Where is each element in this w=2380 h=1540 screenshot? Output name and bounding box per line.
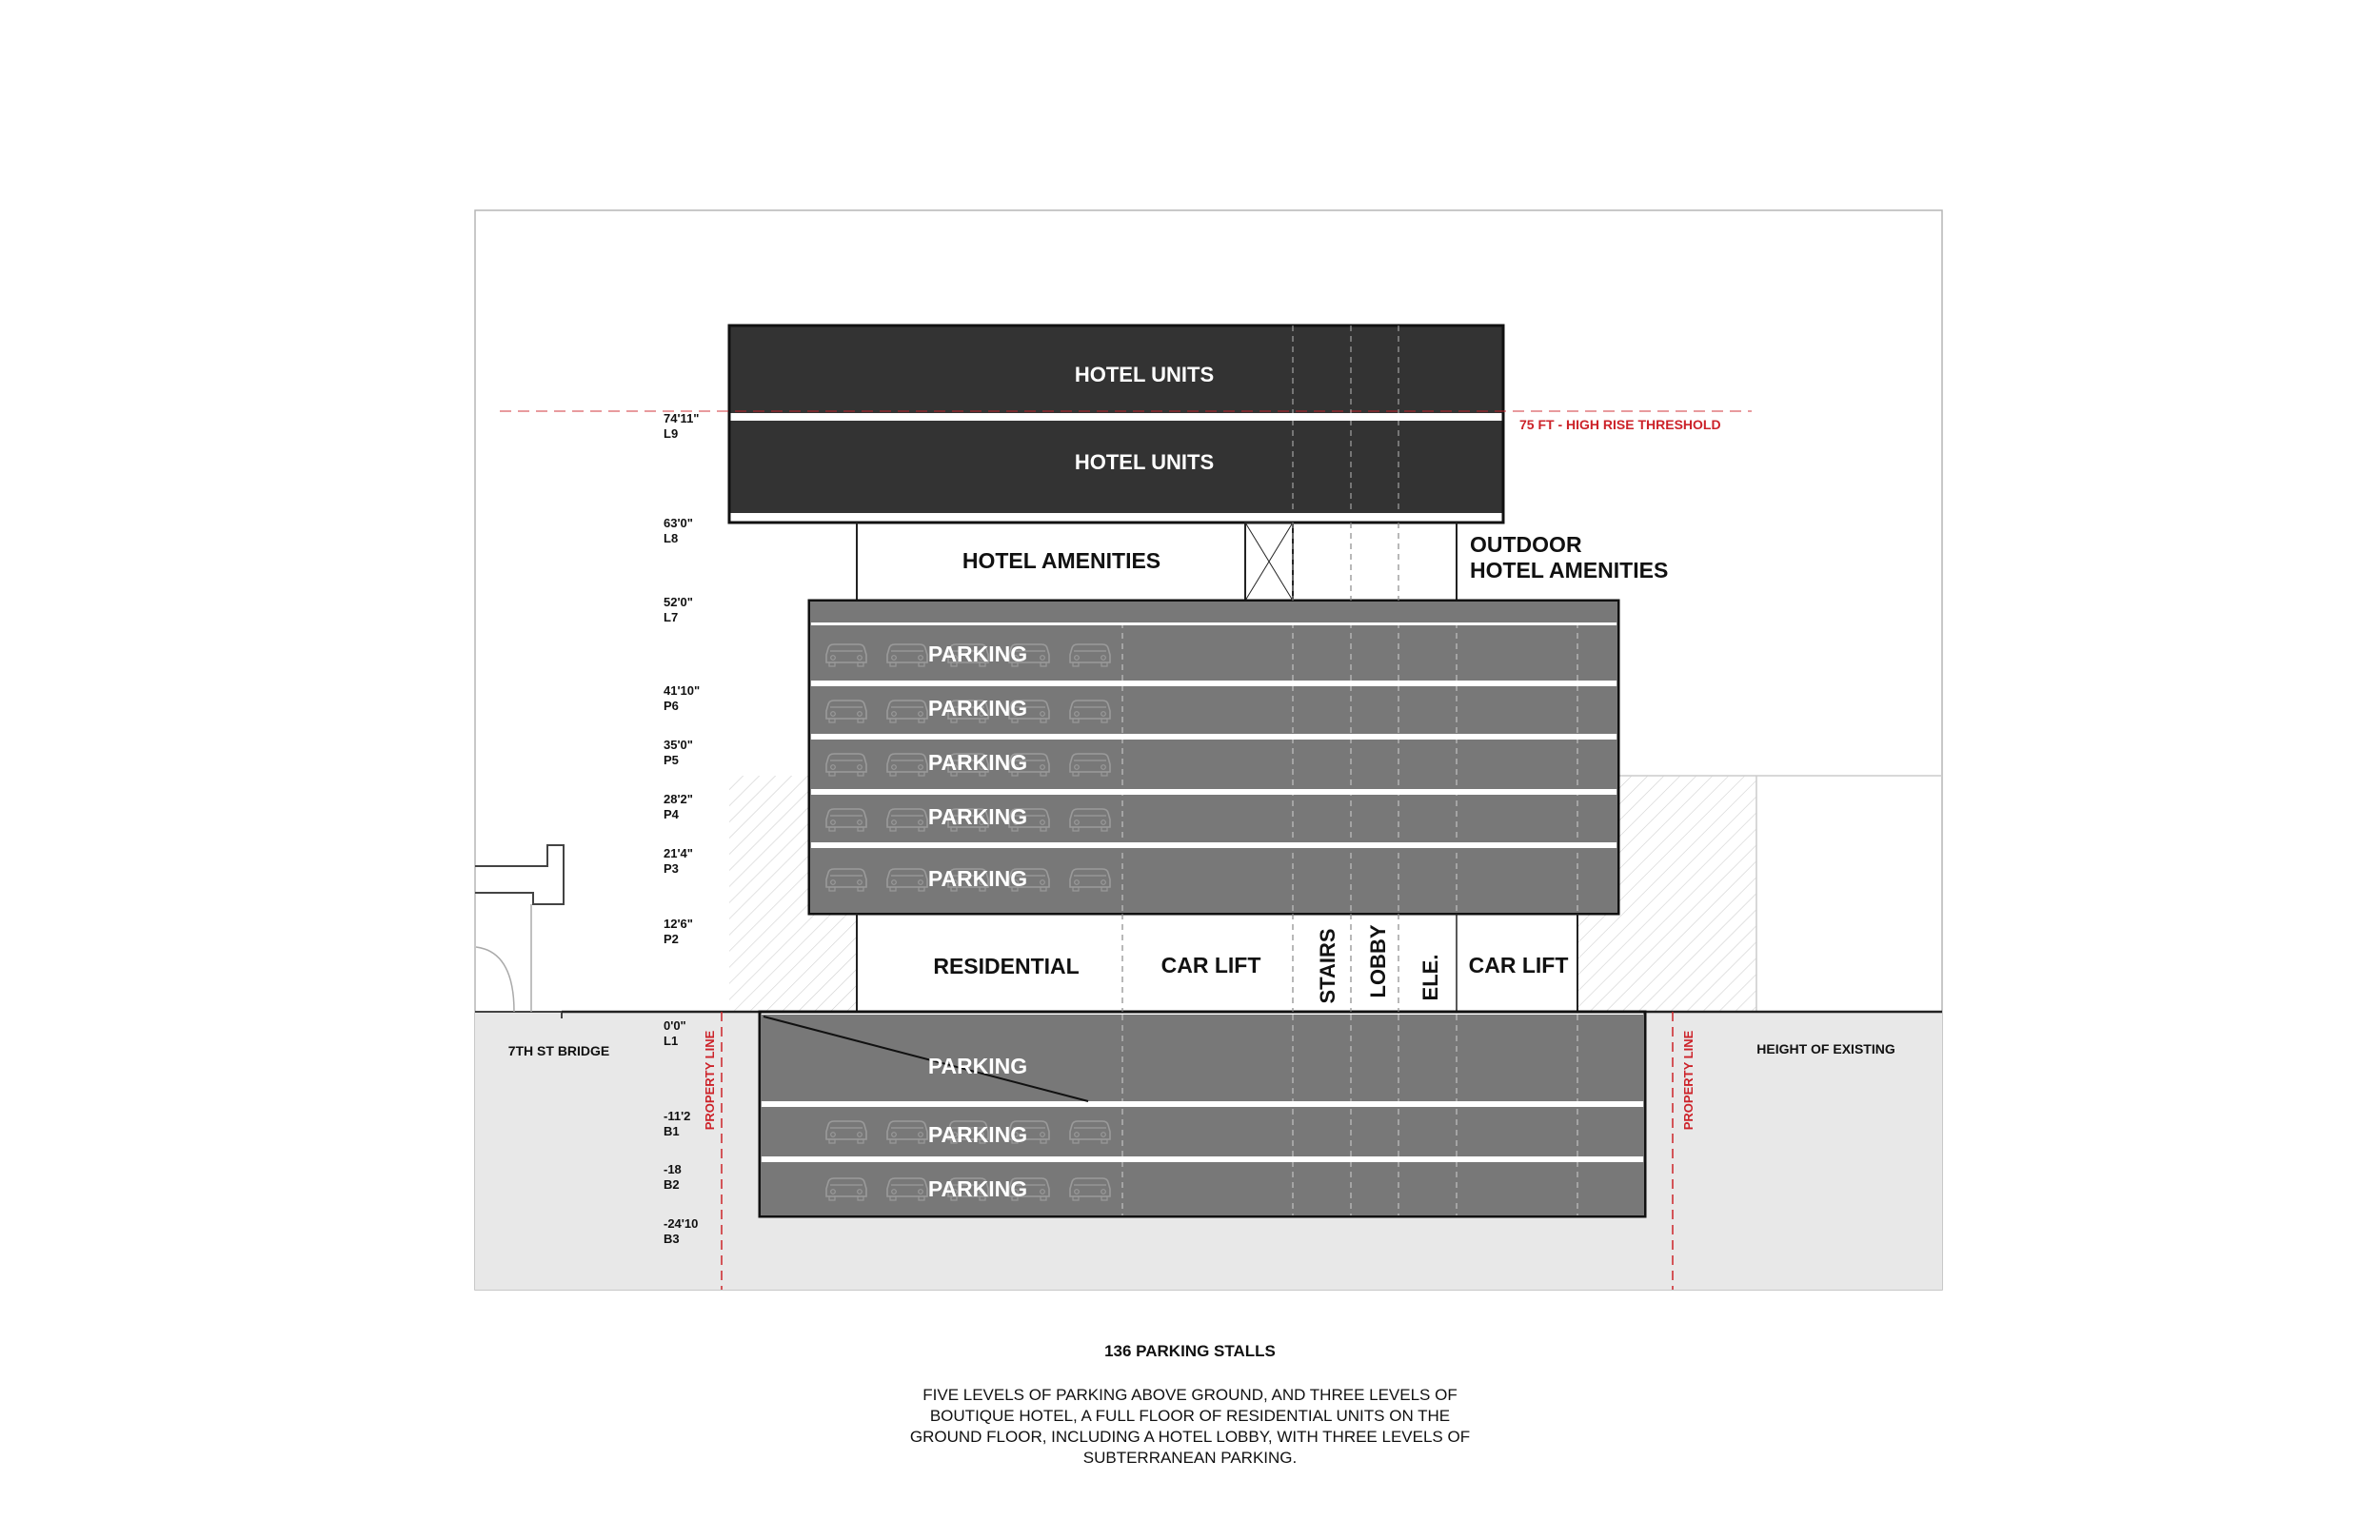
parking-label-p5: PARKING [927,696,1028,721]
caption-body [0,1385,2380,1469]
outdoor-amenities-label-2: HOTEL AMENITIES [1470,558,1669,582]
parking-label-b2: PARKING [927,1176,1028,1201]
lobby-label: LOBBY [1366,924,1390,998]
level-name: L8 [664,531,679,545]
level-name: P2 [664,932,679,946]
car-lift-left-label: CAR LIFT [1160,953,1261,977]
parking-label-b1: PARKING [927,1122,1028,1147]
parking-label-p3: PARKING [927,804,1028,829]
elevator-label: ELE. [1418,954,1442,1001]
car-lift-right-label: CAR LIFT [1468,953,1569,977]
level-name: B2 [664,1177,680,1192]
level-name: L7 [664,610,679,624]
level-height: 0'0" [664,1018,686,1033]
level-name: P3 [664,861,679,876]
outdoor-amenities-label-1: OUTDOOR [1470,532,1582,557]
property-line-label-right: PROPERTY LINE [1681,1030,1696,1131]
caption-line: SUBTERRANEAN PARKING. [1082,1449,1298,1467]
level-name: P6 [664,699,679,713]
caption-line: GROUND FLOOR, INCLUDING A HOTEL LOBBY, WITH THREE LEVELS OF [909,1428,1471,1446]
hotel-units-label-1: HOTEL UNITS [1074,363,1215,386]
parking-deck-b1 [761,1107,1644,1156]
level-name: B1 [664,1124,680,1138]
hotel-units-label-2: HOTEL UNITS [1074,450,1215,474]
parking-deck-l1 [761,1015,1644,1101]
level-height: 52'0" [664,595,693,609]
property-line-label-left: PROPERTY LINE [703,1030,717,1131]
level-height: -11'2 [664,1109,691,1123]
existing-label: HEIGHT OF EXISTING [1756,1041,1895,1056]
level-name: B3 [664,1232,680,1246]
level-height: 35'0" [664,738,693,752]
level-height: 74'11" [664,411,700,425]
parking-label-p2: PARKING [927,866,1028,891]
level-name: L1 [664,1034,679,1048]
parking-deck-b2 [761,1162,1644,1215]
level-height: 12'6" [664,917,693,931]
high-rise-threshold-label: 75 FT - HIGH RISE THRESHOLD [1519,417,1721,432]
parking-label-p4: PARKING [927,750,1028,775]
level-name: P5 [664,753,679,767]
caption-title: 136 PARKING STALLS [1104,1342,1276,1360]
parking-structure-below [760,1012,1645,1216]
level-height: -18 [664,1162,682,1176]
stairs-label: STAIRS [1316,928,1339,1004]
parking-label-p6: PARKING [927,642,1028,666]
level-height: 41'10" [664,683,701,698]
level-height: 28'2" [664,792,693,806]
caption-line: FIVE LEVELS OF PARKING ABOVE GROUND, AND THREE LEVELS OF [922,1386,1458,1404]
hotel-amenities-label: HOTEL AMENITIES [962,548,1161,573]
residential-label: RESIDENTIAL [933,954,1080,978]
level-height: 63'0" [664,516,693,530]
level-name: L9 [664,426,679,441]
level-name: P4 [664,807,679,821]
level-height: -24'10 [664,1216,699,1231]
caption-line: BOUTIQUE HOTEL, A FULL FLOOR OF RESIDENTIAL UNITS ON THE [929,1407,1451,1425]
level-height: 21'4" [664,846,693,860]
parking-label-l1: PARKING [927,1054,1028,1078]
bridge-label: 7TH ST BRIDGE [507,1043,610,1058]
